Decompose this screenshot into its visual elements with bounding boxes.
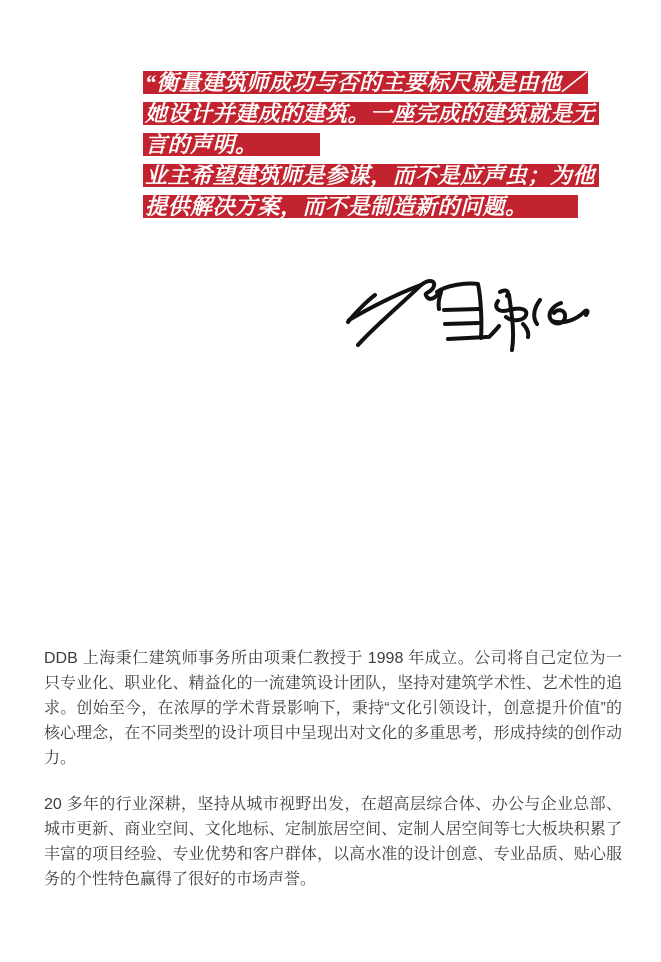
quote-line-text: 言的声明。 xyxy=(143,133,320,156)
quote-line-text: “衡量建筑师成功与否的主要标尺就是由他／ xyxy=(143,71,588,94)
quote-line xyxy=(143,71,599,94)
quote-line-text: 她设计并建成的建筑。一座完成的建筑就是无 xyxy=(143,102,599,125)
quote-line xyxy=(143,164,599,187)
signature-ink-icon xyxy=(340,268,630,368)
quote-line xyxy=(143,133,599,156)
intro-paragraph-2: 20 多年的行业深耕，坚持从城市视野出发，在超高层综合体、办公与企业总部、城市更新、商业空间、文化地标、定制旅居空间、定制人居空间等七大板块积累了丰富的项目经验、专业优势和客户群体，以高水准的设计创意、专业品质、贴心服务的个性特色赢得了很好的市场声誉。 xyxy=(44,796,622,888)
intro-paragraph-1: DDB 上海秉仁建筑师事务所由项秉仁教授于 1998 年成立。公司将自己定位为一只专业化、职业化、精益化的一流建筑设计团队，坚持对建筑学术性、艺术性的追求。创始至今，在浓厚的学术背景影响下，秉持“文化引领设计，创意提升价值”的核心理念，在不同类型的设计项目中呈现出对文化的多重思考，形成持续的创作动力。 xyxy=(44,650,622,767)
company-intro xyxy=(44,646,622,892)
quote-line-text: 业主希望建筑师是参谋，而不是应声虫；为他 xyxy=(143,164,599,187)
quote-line-text: 提供解决方案，而不是制造新的问题。 xyxy=(143,195,578,218)
signature-xiang-bingren xyxy=(340,268,630,368)
pull-quote-block xyxy=(143,71,599,226)
quote-line xyxy=(143,102,599,125)
quote-line xyxy=(143,195,599,218)
